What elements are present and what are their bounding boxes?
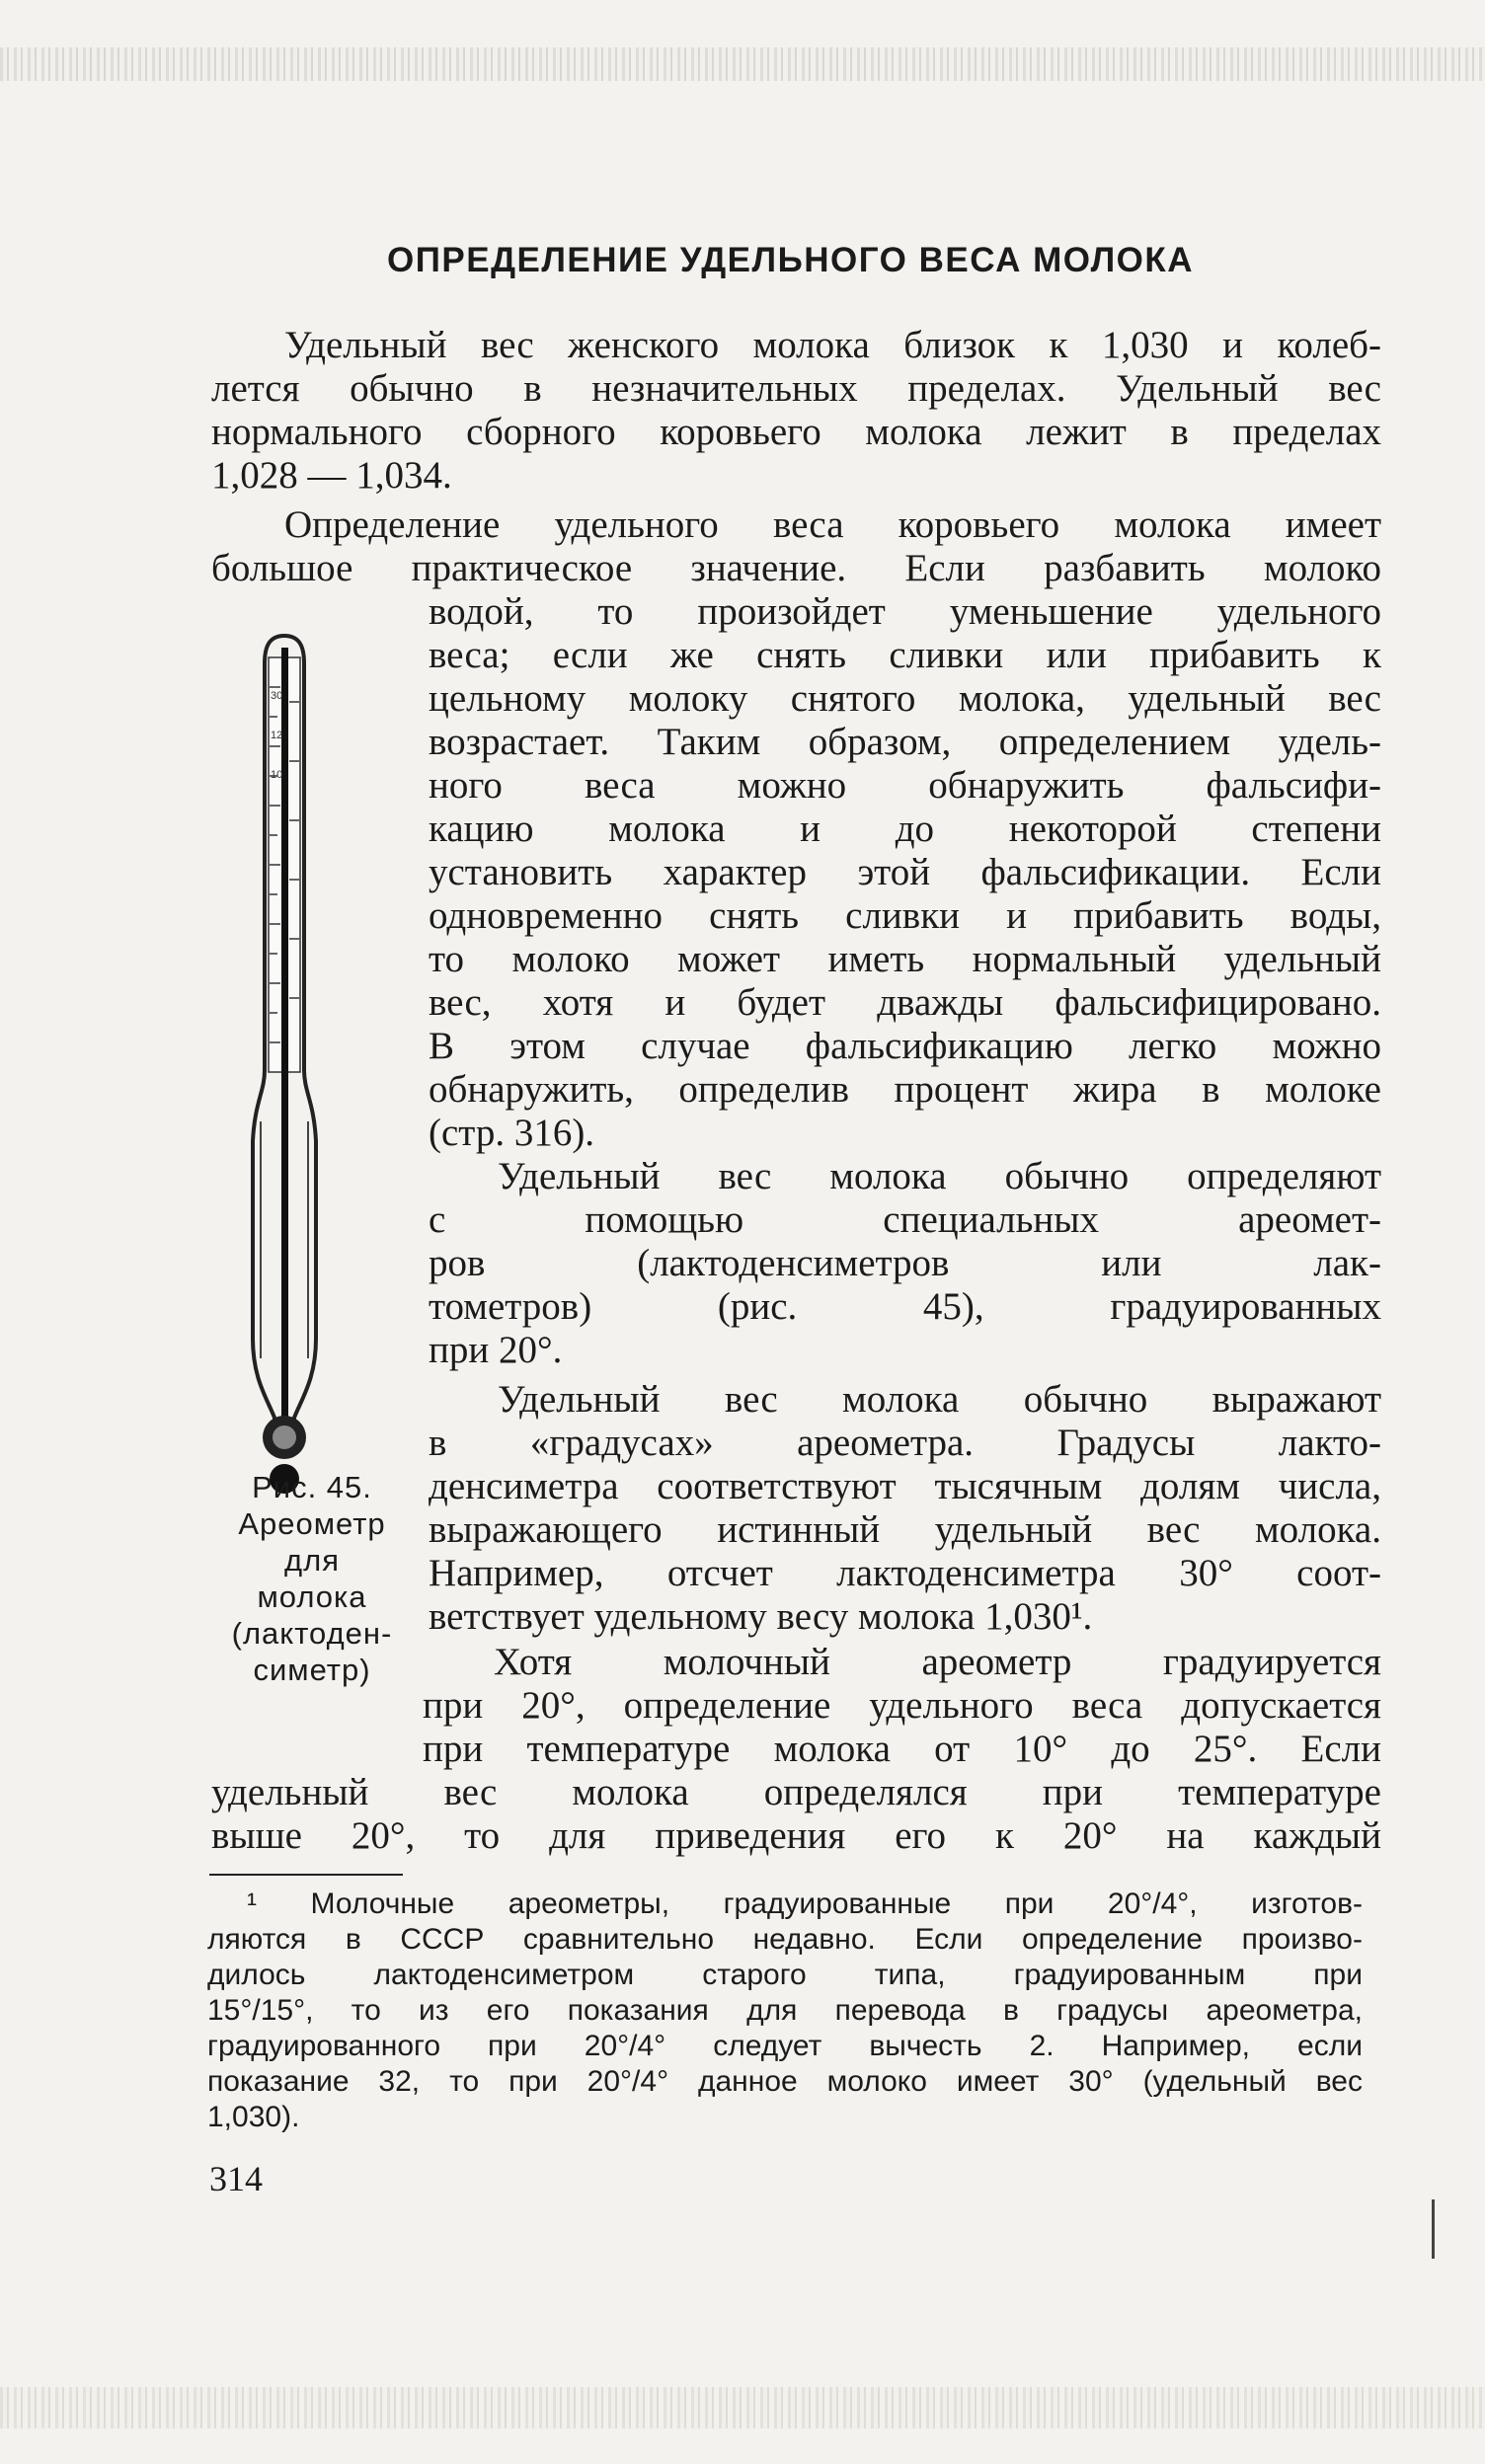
text-line: то молоко может иметь нормальный удельный	[429, 938, 1381, 980]
text-line: кацию молока и до некоторой степени	[429, 808, 1381, 850]
text-line: при 20°, определение удельного веса допускается	[423, 1684, 1381, 1727]
footnote-line: 15°/15°, то из его показания для перевода в градусы ареометра,	[207, 1994, 1363, 2027]
text-line: возрастает. Таким образом, определением удель-	[429, 721, 1381, 763]
caption-line: Ареометр	[238, 1506, 386, 1541]
scan-edge-top	[0, 47, 1485, 81]
figure-caption	[194, 1469, 430, 1688]
footnote-line: показание 32, то при 20°/4° данное молоко имеет 30° (удельный вес	[207, 2065, 1363, 2098]
text-line: тометров) (рис. 45), градуированных	[429, 1285, 1381, 1328]
text-line: ного веса можно обнаружить фальсифи-	[429, 764, 1381, 807]
text-line: одновременно снять сливки и прибавить воды,	[429, 894, 1381, 937]
text-line: удельный вес молока определялся при температуре	[211, 1771, 1381, 1813]
caption-line: (лактоден-	[231, 1616, 393, 1651]
caption-line: молока	[257, 1579, 367, 1614]
text-line: выше 20°, то для приведения его к 20° на каждый	[211, 1814, 1381, 1857]
text-line: цельному молоку снятого молока, удельный вес	[429, 677, 1381, 720]
caption-line: Рис. 45.	[252, 1470, 372, 1504]
text-line: водой, то произойдет уменьшение удельного	[429, 590, 1381, 633]
footnote-line: ляются в СССР сравнительно недавно. Если определение произво-	[207, 1923, 1363, 1956]
footnote-line: дилось лактоденсиметром старого типа, градуированным при	[207, 1959, 1363, 1991]
page-number: 314	[209, 2159, 263, 2198]
text-line: с помощью специальных ареомет-	[429, 1198, 1381, 1241]
text-line: установить характер этой фальсификации. Если	[429, 851, 1381, 893]
text-line: обнаружить, определив процент жира в молоке	[429, 1068, 1381, 1111]
footnote-line: ¹ Молочные ареометры, градуированные при 20°/4°, изготов-	[247, 1887, 1363, 1920]
scale-label: 12	[271, 730, 283, 741]
section-title: ОПРЕДЕЛЕНИЕ УДЕЛЬНОГО ВЕСА МОЛОКА	[387, 241, 1195, 279]
text-line: (стр. 316).	[429, 1112, 595, 1154]
text-line: при 20°.	[429, 1329, 563, 1371]
text-line: в «градусах» ареометра. Градусы лакто-	[429, 1422, 1381, 1464]
text-line: Удельный вес молока обычно выражают	[498, 1378, 1381, 1421]
text-line: выражающего истинный удельный вес молока.	[429, 1508, 1381, 1551]
text-line: В этом случае фальсификацию легко можно	[429, 1025, 1381, 1067]
caption-line: для	[284, 1543, 340, 1578]
lactodensimeter-illustration	[245, 628, 324, 1497]
footnote-line: 1,030).	[207, 2101, 300, 2133]
text-line: Например, отсчет лактоденсиметра 30° соот-	[429, 1552, 1381, 1594]
text-line: вес, хотя и будет дважды фальсифицировано.	[429, 981, 1381, 1024]
scale-label: 10	[271, 769, 283, 781]
scan-edge-bottom	[0, 2387, 1485, 2428]
text-line: 1,028 — 1,034.	[211, 454, 452, 497]
caption-line: симетр)	[253, 1653, 371, 1687]
text-line: Удельный вес женского молока близок к 1,030 и колеб-	[284, 324, 1381, 366]
text-line: лется обычно в незначительных пределах. Удельный вес	[211, 367, 1381, 410]
text-line: ветствует удельному весу молока 1,030¹.	[429, 1595, 1093, 1638]
text-line: денсиметра соответствуют тысячным долям числа,	[429, 1465, 1381, 1507]
text-line: большое практическое значение. Если разбавить молоко	[211, 547, 1381, 589]
text-line: Определение удельного веса коровьего молока имеет	[284, 503, 1381, 546]
footnote-rule	[209, 1874, 403, 1876]
text-line: нормального сборного коровьего молока лежит в пределах	[211, 411, 1381, 453]
footnote-line: градуированного при 20°/4° следует вычесть 2. Например, если	[207, 2030, 1363, 2062]
scan-mark	[1432, 2199, 1435, 2259]
text-line: при температуре молока от 10° до 25°. Если	[423, 1728, 1381, 1770]
text-line: ров (лактоденсиметров или лак-	[429, 1242, 1381, 1284]
text-line: Хотя молочный ареометр градуируется	[494, 1641, 1381, 1683]
scale-label: 30	[271, 690, 283, 702]
text-line: веса; если же снять сливки или прибавить к	[429, 634, 1381, 676]
text-line: Удельный вес молока обычно определяют	[498, 1155, 1381, 1197]
